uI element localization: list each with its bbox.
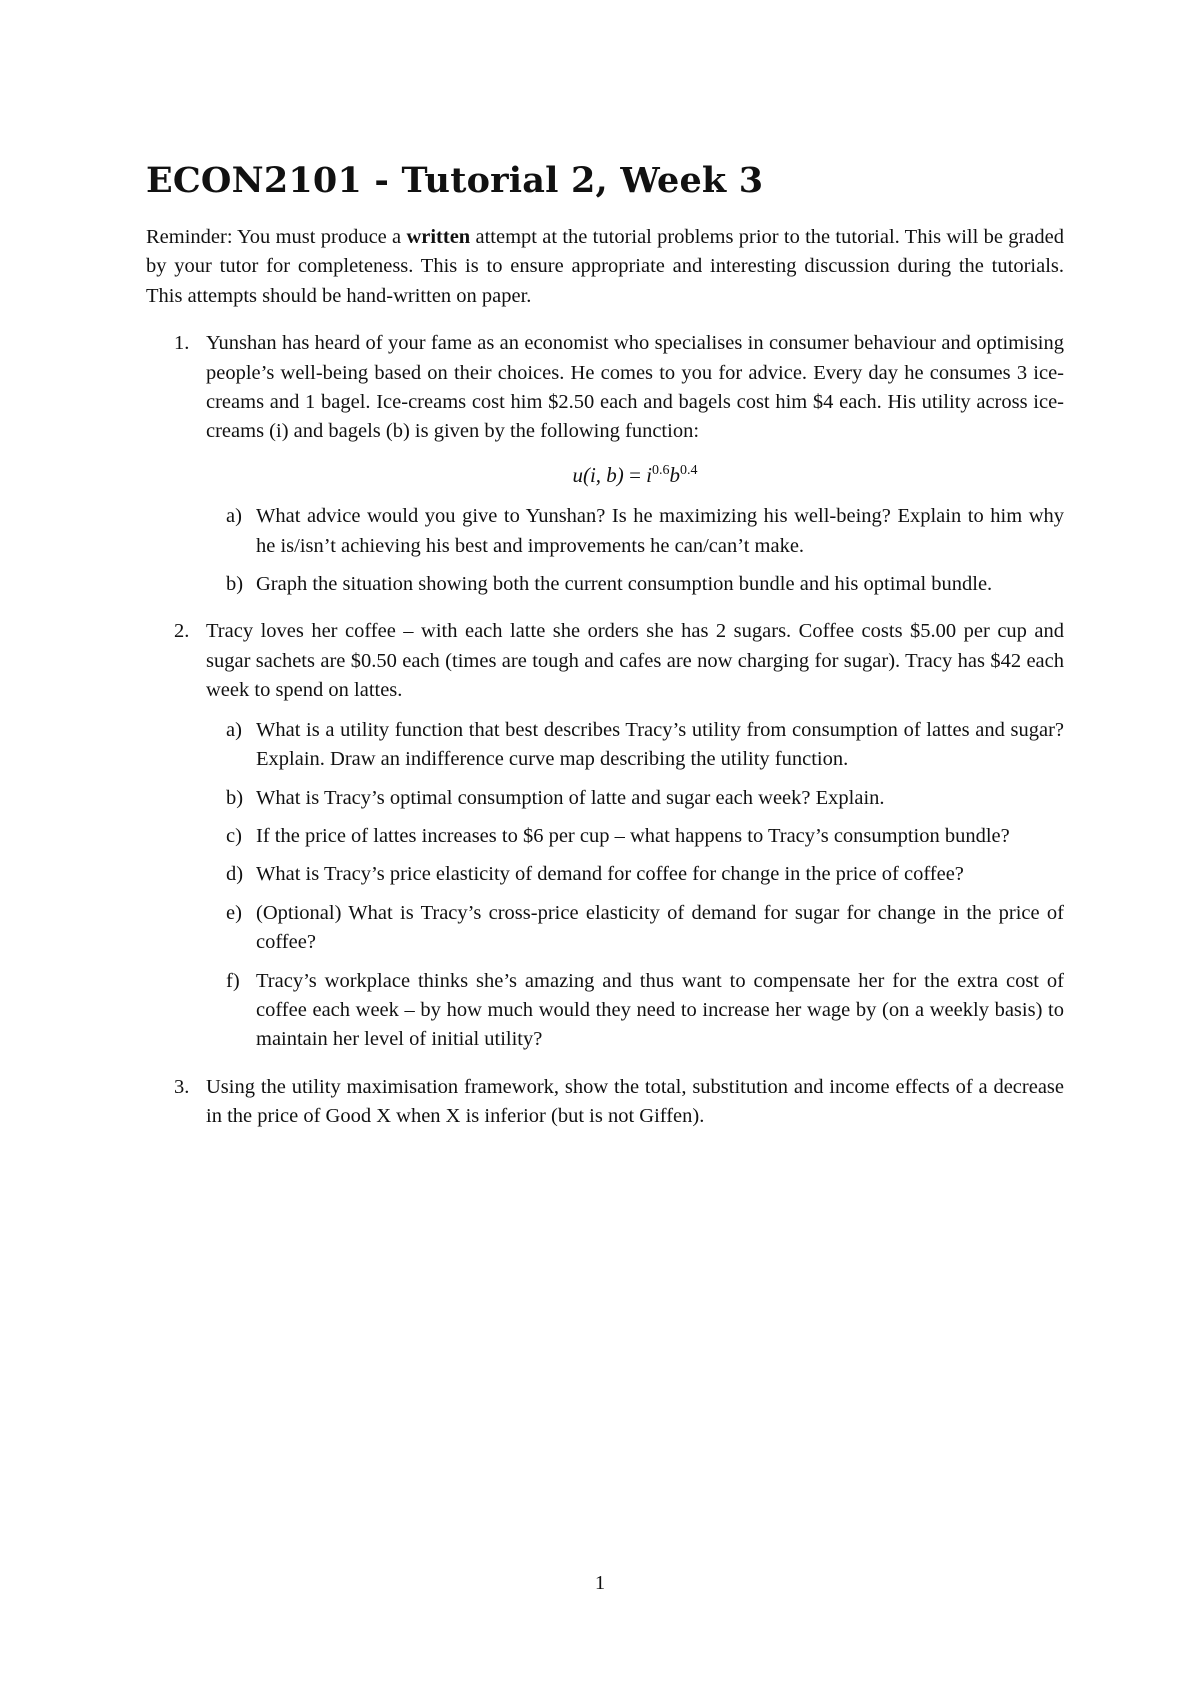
subquestion-item bbox=[206, 899, 1064, 958]
subquestion-label: e) bbox=[226, 901, 242, 924]
utility-equation bbox=[206, 461, 1064, 490]
question-number: 3. bbox=[174, 1075, 190, 1098]
question-text: Tracy loves her coffee – with each latte she orders she has 2 sugars. Coffee costs $5.00 per cup and sugar sachets are $0.50 each (times are tough and cafes are now charging for sugar). Tracy has $42 each week to spend on lattes. bbox=[206, 620, 1064, 702]
subquestion-label: b) bbox=[226, 786, 244, 809]
reminder-text-start: Reminder: You must produce a bbox=[146, 226, 407, 248]
question-1 bbox=[146, 329, 1064, 599]
subquestion-text: What advice would you give to Yunshan? Is he maximizing his well-being? Explain to him why he is/isn’t achieving his best and improvements he can/can’t make. bbox=[256, 505, 1064, 557]
equation-base-b: b bbox=[669, 462, 680, 487]
page-number: 1 bbox=[594, 1572, 606, 1594]
equation-equals: = bbox=[629, 462, 641, 487]
subquestion-text: Graph the situation showing both the current consumption bundle and his optimal bundle. bbox=[256, 573, 993, 596]
subquestion-label: c) bbox=[226, 824, 242, 847]
subquestion-item bbox=[206, 716, 1064, 775]
equation-lhs: u(i, b) bbox=[572, 462, 624, 487]
subquestion-text: (Optional) What is Tracy’s cross-price elasticity of demand for sugar for change in the price of coffee? bbox=[256, 901, 1064, 954]
question-number: 2. bbox=[174, 620, 190, 643]
reminder-text-end: attempt at the tutorial problems prior to the tutorial. This will be graded by your tutor for completeness. This is to ensure appropriate and interesting discussion during the tutorials. This attempts should be hand-written on paper. bbox=[146, 226, 1064, 307]
equation-exponent-b: 0.4 bbox=[680, 462, 698, 478]
subquestion-item bbox=[206, 860, 1064, 889]
document-page bbox=[146, 160, 1064, 1150]
subquestion-list bbox=[206, 716, 1064, 1055]
question-3 bbox=[146, 1073, 1064, 1132]
reminder-paragraph bbox=[146, 223, 1064, 311]
subquestion-label: f) bbox=[226, 969, 240, 992]
subquestion-item bbox=[206, 822, 1064, 851]
question-text: Yunshan has heard of your fame as an economist who specialises in consumer behaviour and optimising people’s well-being based on their choices. He comes to you for advice. Every day he consumes 3 ice-creams and 1 bagel. Ice-creams cost him $2.50 each and bagels cost him $4 each. His utility across ice-creams (i) and bagels (b) is given by the following function: bbox=[206, 332, 1064, 443]
subquestion-item bbox=[206, 502, 1064, 561]
subquestion-text: Tracy’s workplace thinks she’s amazing and thus want to compensate her for the extra cost of coffee each week – by how much would they need to increase her wage by (on a weekly basis) to maintain her level of initial utility? bbox=[256, 969, 1064, 1051]
subquestion-label: d) bbox=[226, 863, 244, 886]
question-list bbox=[146, 329, 1064, 1131]
subquestion-list bbox=[206, 502, 1064, 599]
subquestion-label: a) bbox=[226, 718, 242, 741]
subquestion-label: a) bbox=[226, 505, 242, 528]
question-2 bbox=[146, 617, 1064, 1054]
subquestion-label: b) bbox=[226, 573, 244, 596]
question-number: 1. bbox=[174, 332, 190, 355]
equation-base-i: i bbox=[646, 462, 652, 487]
page-title: ECON2101 - Tutorial 2, Week 3 bbox=[146, 160, 764, 201]
subquestion-text: What is a utility function that best describes Tracy’s utility from consumption of lattes and sugar? Explain. Draw an indifference curve map describing the utility function. bbox=[256, 718, 1064, 771]
subquestion-text: What is Tracy’s optimal consumption of latte and sugar each week? Explain. bbox=[256, 786, 885, 809]
question-text: Using the utility maximisation framework, show the total, substitution and income effects of a decrease in the price of Good X when X is inferior (but is not Giffen). bbox=[206, 1075, 1064, 1128]
subquestion-item bbox=[206, 967, 1064, 1055]
subquestion-item bbox=[206, 784, 1064, 813]
equation-exponent-i: 0.6 bbox=[652, 462, 670, 478]
reminder-bold-word: written bbox=[406, 226, 471, 248]
subquestion-text: What is Tracy’s price elasticity of demand for coffee for change in the price of coffee? bbox=[256, 863, 964, 886]
subquestion-text: If the price of lattes increases to $6 per cup – what happens to Tracy’s consumption bundle? bbox=[256, 824, 1010, 847]
subquestion-item bbox=[206, 570, 1064, 599]
